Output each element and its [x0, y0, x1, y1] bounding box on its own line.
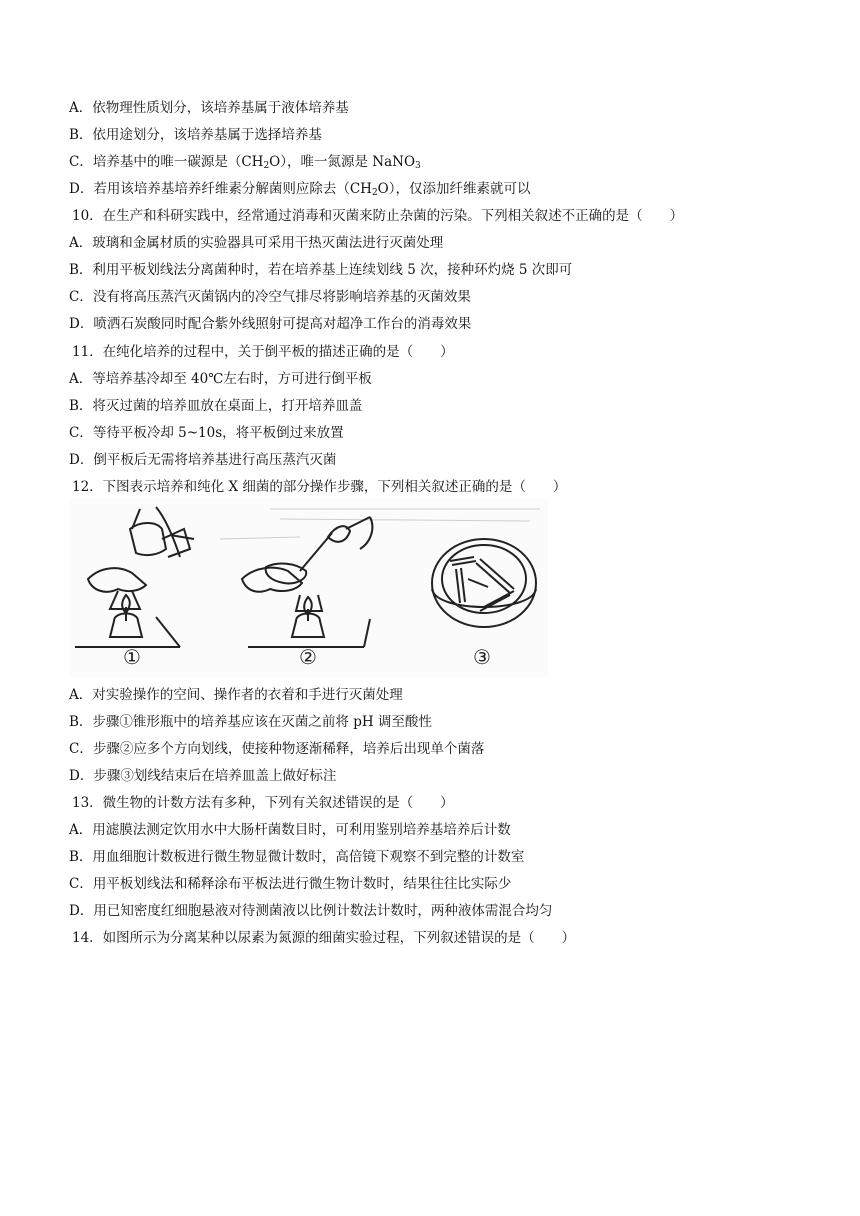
- q9-option-a: A．依物理性质划分，该培养基属于液体培养基: [69, 100, 349, 116]
- q11-option-a: A．等培养基冷却至 40℃左右时，方可进行倒平板: [69, 371, 372, 387]
- q11-stem: 11．在纯化培养的过程中，关于倒平板的描述正确的是（ ）: [72, 344, 454, 360]
- step3-petri-dish: [432, 539, 536, 627]
- q9-option-d-text1: D．若用该培养基培养纤维素分解菌则应除去（CH: [69, 181, 372, 197]
- q12-figure: [70, 499, 548, 677]
- step1-illustration: [75, 507, 194, 647]
- q12-option-b: B．步骤①锥形瓶中的培养基应该在灭菌之前将 pH 调至酸性: [69, 714, 432, 730]
- streak-plate-procedure-diagram: [70, 499, 548, 677]
- subscript-2: 2: [371, 188, 378, 198]
- scan-noise: [220, 509, 540, 539]
- figure-label-2: ②: [299, 645, 317, 669]
- subscript-3: 3: [415, 161, 421, 171]
- q9-option-c-text1: C．培养基中的唯一碳源是（CH: [69, 154, 264, 170]
- figure-label-3: ③: [473, 645, 491, 669]
- q12-stem: 12．下图表示培养和纯化 X 细菌的部分操作步骤，下列相关叙述正确的是（ ）: [72, 479, 567, 495]
- q13-option-d: D．用已知密度红细胞悬液对待测菌液以比例计数法计数时，两种液体需混合均匀: [69, 903, 553, 919]
- figure-label-1: ①: [123, 645, 141, 669]
- q9-option-d: [69, 180, 531, 198]
- q14-stem: 14．如图所示为分离某种以尿素为氮源的细菌实验过程，下列叙述错误的是（ ）: [72, 930, 576, 946]
- q11-option-b: B．将灭过菌的培养皿放在桌面上，打开培养皿盖: [69, 398, 363, 414]
- q13-option-b: B．用血细胞计数板进行微生物显微计数时，高倍镜下观察不到完整的计数室: [69, 849, 525, 865]
- q10-option-d: D．喷洒石炭酸同时配合紫外线照射可提高对超净工作台的消毒效果: [69, 316, 472, 332]
- q13-option-a: A．用滤膜法测定饮用水中大肠杆菌数目时，可利用鉴别培养基培养后计数: [69, 822, 511, 838]
- q12-option-c: C．步骤②应多个方向划线，使接种物逐渐稀释，培养后出现单个菌落: [69, 741, 485, 757]
- q13-stem: 13．微生物的计数方法有多种，下列有关叙述错误的是（ ）: [72, 795, 454, 811]
- q9-option-c: [69, 153, 421, 171]
- q13-option-c: C．用平板划线法和稀释涂布平板法进行微生物计数时，结果往往比实际少: [69, 876, 512, 892]
- q9-option-c-text2: O），唯一氮源是 NaNO: [269, 154, 416, 170]
- q12-option-a: A．对实验操作的空间、操作者的衣着和手进行灭菌处理: [69, 687, 403, 703]
- q10-option-b: B．利用平板划线法分离菌种时，若在培养基上连续划线 5 次，接种环灼烧 5 次即可: [69, 262, 573, 278]
- q9-option-d-text2: O），仅添加纤维素就可以: [377, 181, 531, 197]
- subscript-2: 2: [263, 161, 270, 171]
- q10-option-a: A．玻璃和金属材质的实验器具可采用干热灭菌法进行灭菌处理: [69, 235, 444, 251]
- q9-option-b: B．依用途划分，该培养基属于选择培养基: [69, 127, 322, 143]
- q10-option-c: C．没有将高压蒸汽灭菌锅内的冷空气排尽将影响培养基的灭菌效果: [69, 289, 471, 305]
- step2-illustration: [242, 517, 372, 647]
- q11-option-d: D．倒平板后无需将培养基进行高压蒸汽灭菌: [69, 452, 337, 468]
- q10-stem: 10．在生产和科研实践中，经常通过消毒和灭菌来防止杂菌的污染。下列相关叙述不正确的是（ ）: [72, 208, 684, 224]
- q12-option-d: D．步骤③划线结束后在培养皿盖上做好标注: [69, 768, 337, 784]
- q11-option-c: C．等待平板冷却 5~10s，将平板倒过来放置: [69, 425, 344, 441]
